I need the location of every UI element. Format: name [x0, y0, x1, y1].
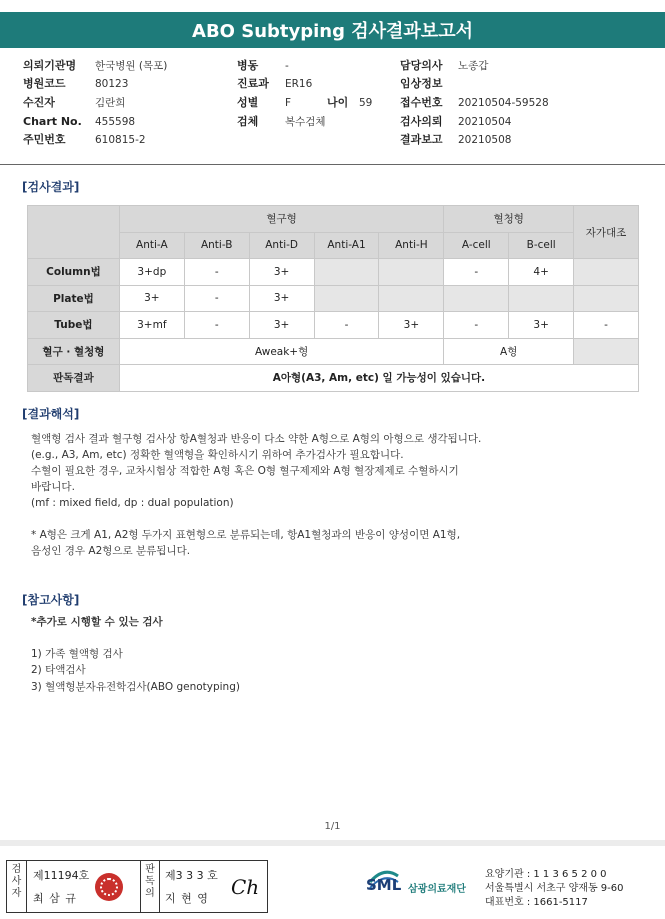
type-row-header: 혈구 · 혈청형: [28, 338, 120, 365]
inspector-label: 검사자: [7, 861, 27, 912]
code-label: 병원코드: [23, 77, 66, 90]
doctor-value: 노종갑: [458, 60, 489, 72]
org-code: 요양기관 : 1 1 3 6 5 2 0 0: [485, 869, 607, 880]
interp-line: 혈액형 검사 결과 혈구형 검사상 항A혈청과 반응이 다소 약한 A형으로 A형의 아형으로 생각됩니다.: [31, 433, 482, 445]
sex-label: 성별: [237, 96, 259, 109]
org-address: 서울특별시 서초구 양재동 9-60: [485, 883, 624, 894]
table-cell: 3+: [249, 259, 314, 286]
report-label: 결과보고: [400, 133, 443, 146]
dept-value: ER16: [285, 78, 313, 90]
table-cell: -: [184, 285, 249, 312]
footer: [0, 840, 665, 919]
result-section-heading: [검사결과]: [22, 180, 80, 194]
chart-value: 455598: [95, 116, 136, 128]
interp-section-heading: [결과해석]: [22, 407, 80, 421]
interpretation-text: [31, 431, 481, 559]
table-cell: 3+mf: [119, 312, 184, 339]
verdict-header: 판독결과: [28, 365, 120, 392]
table-cell: -: [574, 312, 639, 339]
receipt-label: 접수번호: [400, 96, 443, 109]
interp-note-line: * A형은 크게 A1, A2형 두가지 표현형으로 분류되는데, 항A1혈청과의 반응이 양성이면 A1형,: [31, 529, 461, 541]
table-cell: 4+: [509, 259, 574, 286]
rrn-value: 610815-2: [95, 134, 146, 146]
seal-icon: [95, 873, 123, 901]
doctor-label: 담당의사: [400, 59, 443, 72]
ref-item: 1) 가족 혈액형 검사: [31, 648, 123, 660]
ref-title: *추가로 시행할 수 있는 검사: [31, 616, 163, 628]
receipt-value: 20210504-59528: [458, 97, 549, 109]
request-label: 검사의뢰: [400, 115, 443, 128]
cell-type-header: 혈구형: [119, 206, 443, 233]
verdict-row: [28, 365, 639, 392]
col-header: Anti-A: [119, 232, 184, 259]
table-cell: 3+: [119, 285, 184, 312]
inspector-name: 최 삼 규: [33, 892, 77, 905]
table-cell: [314, 285, 379, 312]
table-cell: 3+: [249, 312, 314, 339]
table-cell: -: [444, 312, 509, 339]
ward-value: -: [285, 60, 289, 72]
org-name: 삼광의료재단: [408, 884, 466, 895]
reviewer-number: 제3 3 3 호: [165, 869, 218, 882]
serum-type-value: A형: [444, 338, 574, 365]
table-cell: [379, 259, 444, 286]
specimen-label: 검체: [237, 115, 259, 128]
sex-value: F: [285, 97, 292, 109]
col-header: Anti-B: [184, 232, 249, 259]
col-header: A-cell: [444, 232, 509, 259]
table-cell: [574, 259, 639, 286]
age-label: 나이: [327, 96, 349, 109]
dept-label: 진료과: [237, 77, 269, 90]
row-header: Column법: [28, 259, 120, 286]
serum-type-header: 혈청형: [444, 206, 574, 233]
table-cell: -: [314, 312, 379, 339]
row-header: Tube법: [28, 312, 120, 339]
auto-control-header: 자가대조: [574, 206, 639, 259]
request-value: 20210504: [458, 116, 512, 128]
org-phone: 대표번호 : 1661-5117: [485, 897, 588, 908]
reviewer-name: 지 현 영: [165, 892, 209, 905]
ward-label: 병동: [237, 59, 259, 72]
page-number: 1/1: [324, 821, 341, 832]
hospital-value: 한국병원 (목포): [95, 60, 168, 72]
table-cell: 3+: [249, 285, 314, 312]
signature: Ch: [231, 875, 260, 899]
reviewer-label: 판독의: [140, 861, 160, 912]
interp-line: 바랍니다.: [31, 481, 75, 493]
code-value: 80123: [95, 78, 129, 90]
interp-line: (e.g., A3, Am, etc) 정확한 혈액형을 확인하시기 위하여 추가검사가 필요합니다.: [31, 449, 404, 461]
col-header: Anti-D: [249, 232, 314, 259]
ref-item: 2) 타액검사: [31, 664, 86, 676]
hospital-label: 의뢰기관명: [23, 59, 77, 72]
corner-cell: [28, 206, 120, 259]
specimen-value: 복수검체: [285, 116, 326, 128]
table-cell: [574, 285, 639, 312]
signature-box: [6, 860, 268, 913]
interp-line: 수혈이 필요한 경우, 교차시험상 적합한 A형 혹은 O형 혈구제제와 A형 혈장제제로 수혈하시기: [31, 465, 459, 477]
type-row: [28, 338, 639, 365]
interp-note-line: 음성인 경우 A2형으로 분류됩니다.: [31, 545, 191, 557]
report-title: ABO Subtyping 검사결과보고서: [0, 12, 665, 48]
row-header: Plate법: [28, 285, 120, 312]
verdict-value: A아형(A3, Am, etc) 일 가능성이 있습니다.: [119, 365, 638, 392]
table-cell: [379, 285, 444, 312]
col-header: B-cell: [509, 232, 574, 259]
age-value: 59: [359, 97, 373, 109]
result-table: [27, 205, 639, 392]
sml-logo-text: SML: [366, 876, 402, 894]
report-value: 20210508: [458, 134, 512, 146]
table-cell: 3+: [509, 312, 574, 339]
ref-item: 3) 혈액형분자유전학검사(ABO genotyping): [31, 681, 240, 693]
table-cell: -: [444, 259, 509, 286]
cell-type-value: Aweak+형: [119, 338, 443, 365]
table-row: [28, 312, 639, 339]
table-row: [28, 259, 639, 286]
table-cell: -: [184, 312, 249, 339]
table-cell: 3+: [379, 312, 444, 339]
table-cell: [509, 285, 574, 312]
patient-label: 수진자: [23, 96, 55, 109]
table-cell: 3+dp: [119, 259, 184, 286]
org-address-block: [485, 868, 624, 910]
table-cell: [444, 285, 509, 312]
col-header: Anti-A1: [314, 232, 379, 259]
ref-section-heading: [참고사항]: [22, 593, 80, 607]
inspector-number: 제11194호: [33, 869, 90, 882]
rrn-label: 주민번호: [23, 133, 66, 146]
clinical-label: 임상정보: [400, 77, 443, 90]
patient-info: [0, 55, 665, 165]
interp-line: (mf : mixed field, dp : dual population): [31, 497, 234, 509]
chart-label: Chart No.: [23, 115, 82, 128]
table-cell: -: [184, 259, 249, 286]
col-header: Anti-H: [379, 232, 444, 259]
table-cell: [574, 338, 639, 365]
table-row: [28, 285, 639, 312]
patient-value: 김란희: [95, 97, 126, 109]
table-cell: [314, 259, 379, 286]
